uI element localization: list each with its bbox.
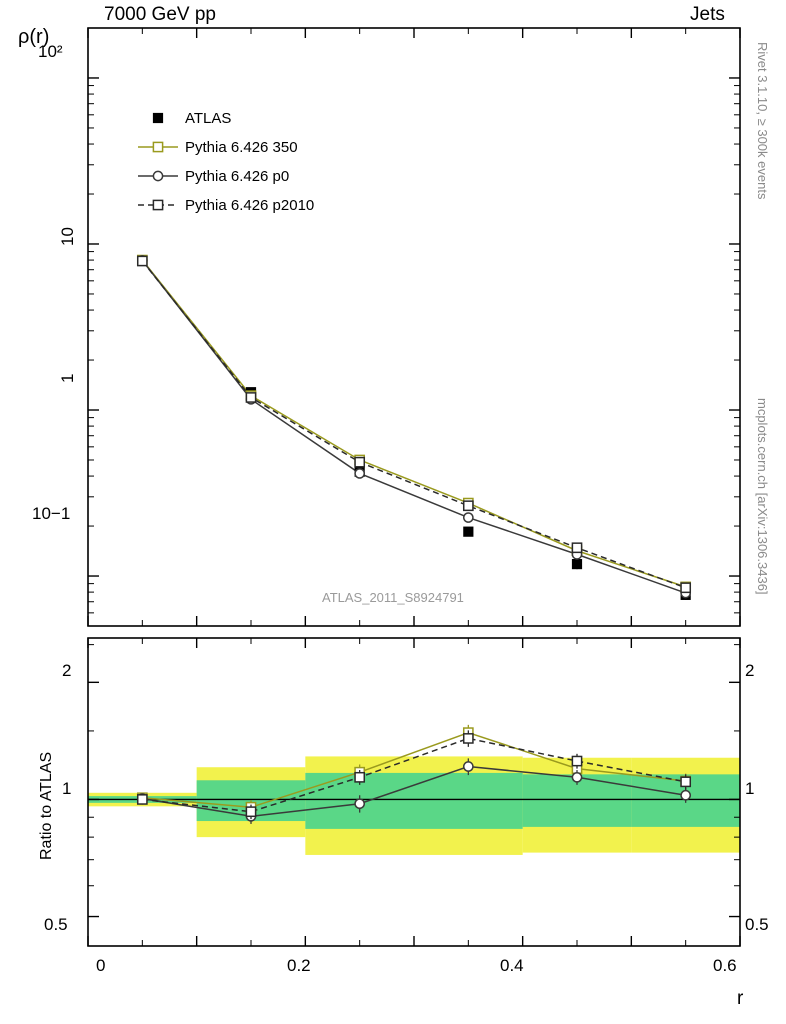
legend-key-marker bbox=[153, 142, 162, 151]
ratio-ytick-1-left: 1 bbox=[62, 779, 72, 798]
legend-key-marker bbox=[153, 200, 162, 209]
main-panel-frame bbox=[88, 28, 740, 626]
main-series-line bbox=[142, 261, 685, 588]
main-data-point bbox=[246, 393, 255, 402]
header-left: 7000 GeV pp bbox=[104, 4, 216, 25]
header-right: Jets bbox=[690, 4, 725, 25]
legend-label-pythia-p0: Pythia 6.426 p0 bbox=[185, 168, 290, 185]
x-axis-label: r bbox=[737, 988, 744, 1009]
ratio-ytick-0p5-left: 0.5 bbox=[44, 915, 68, 934]
ratio-data-point bbox=[572, 756, 581, 765]
main-data-point bbox=[464, 527, 473, 536]
ratio-data-point bbox=[681, 791, 690, 800]
ratio-data-point bbox=[681, 777, 690, 786]
xtick-0p2: 0.2 bbox=[287, 956, 311, 975]
ratio-data-point bbox=[464, 762, 473, 771]
analysis-watermark: ATLAS_2011_S8924791 bbox=[322, 590, 464, 605]
ratio-ytick-1-right: 1 bbox=[745, 779, 755, 798]
xtick-0p6: 0.6 bbox=[713, 956, 737, 975]
legend-label-pythia-p2010: Pythia 6.426 p2010 bbox=[185, 197, 315, 214]
ratio-inner-band-segment bbox=[414, 773, 523, 829]
legend-label-pythia-350: Pythia 6.426 350 bbox=[185, 139, 298, 156]
legend-label-atlas: ATLAS bbox=[185, 110, 232, 127]
main-y-axis-label: ρ(r) bbox=[18, 26, 50, 48]
ratio-ytick-2-right: 2 bbox=[745, 661, 755, 680]
legend-key-marker bbox=[153, 171, 162, 180]
ratio-data-point bbox=[464, 734, 473, 743]
legend-key-marker bbox=[153, 113, 162, 122]
ratio-data-point bbox=[572, 773, 581, 782]
mcplots-source-note: mcplots.cern.ch [arXiv:1306.3436] bbox=[755, 398, 770, 595]
main-data-point bbox=[572, 543, 581, 552]
main-data-point bbox=[572, 559, 581, 568]
main-ytick-10: 10 bbox=[58, 227, 77, 246]
xtick-0: 0 bbox=[96, 956, 106, 975]
main-data-point bbox=[138, 256, 147, 265]
main-ytick-0p1: 10−1 bbox=[32, 504, 71, 523]
main-data-point bbox=[355, 469, 364, 478]
ratio-data-point bbox=[355, 773, 364, 782]
ratio-data-point bbox=[138, 795, 147, 804]
ratio-y-axis-label: Ratio to ATLAS bbox=[38, 751, 55, 860]
main-data-point bbox=[355, 458, 364, 467]
main-data-point bbox=[681, 583, 690, 592]
main-ytick-100: 10² bbox=[38, 42, 63, 61]
ratio-data-point bbox=[355, 799, 364, 808]
main-series-line bbox=[142, 261, 685, 593]
main-data-point bbox=[464, 501, 473, 510]
ratio-ytick-2-left: 2 bbox=[62, 661, 72, 680]
main-series-line bbox=[142, 260, 685, 587]
ratio-ytick-0p5-right: 0.5 bbox=[745, 915, 769, 934]
rivet-version-note: Rivet 3.1.10, ≥ 300k events bbox=[755, 42, 770, 200]
main-ytick-1: 1 bbox=[58, 373, 77, 383]
main-data-point bbox=[464, 513, 473, 522]
ratio-data-point bbox=[246, 807, 255, 816]
xtick-0p4: 0.4 bbox=[500, 956, 524, 975]
